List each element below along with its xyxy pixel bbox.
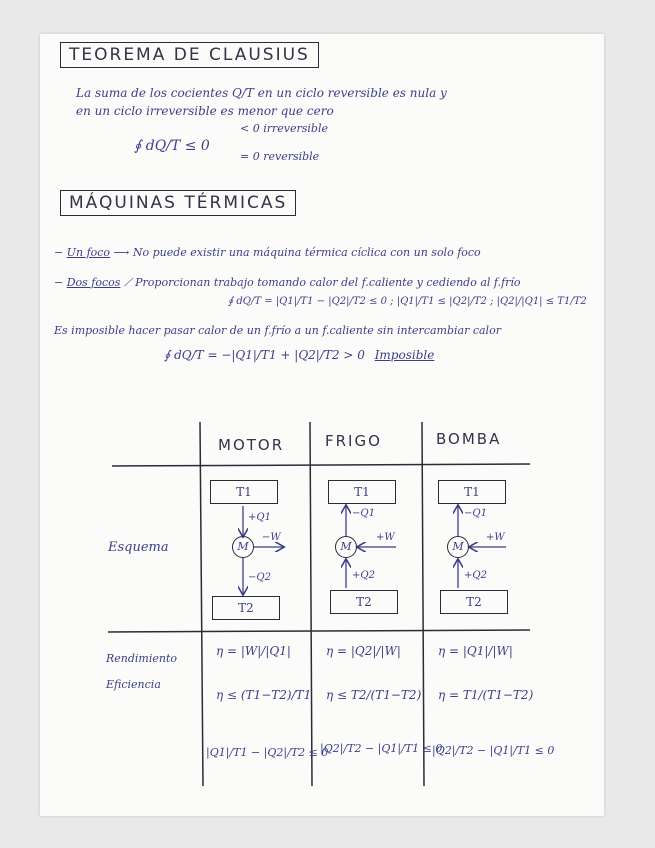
motor-w: −W — [262, 532, 281, 543]
frigo-hot-reservoir: T1 — [328, 480, 396, 504]
un-foco-row: − Un foco ⟶ No puede existir una máquina térmica cíclica con un solo foco — [54, 246, 481, 259]
dos-focos-equation: ∮ dQ/T = |Q1|/T1 − |Q2|/T2 ≤ 0 ; |Q1|/T1 ≤ |Q2|/T2 ; |Q2|/|Q1| ≤ T1/T2 — [228, 296, 587, 307]
clausius-integral: ∮ dQ/T ≤ 0 — [134, 138, 210, 154]
dos-focos-label: Dos focos — [66, 276, 121, 289]
header-frigo: FRIGO — [325, 432, 382, 450]
motor-hot-reservoir: T1 — [210, 480, 278, 504]
frigo-clausius: |Q2|/T2 − |Q1|/T1 ≤ 0 — [320, 742, 443, 755]
bomba-w: +W — [486, 532, 505, 543]
row-label-esquema: Esquema — [108, 540, 169, 555]
bomba-hot-reservoir: T1 — [438, 480, 506, 504]
row-label-rendimiento: Rendimiento — [106, 652, 178, 665]
motor-cold-reservoir: T2 — [212, 596, 280, 620]
section-title-clausius: TEOREMA DE CLAUSIUS — [60, 42, 319, 68]
frigo-q2: +Q2 — [352, 570, 375, 581]
frigo-cold-reservoir: T2 — [330, 590, 398, 614]
bomba-machine-icon: M — [447, 536, 469, 558]
motor-q2: −Q2 — [248, 572, 271, 583]
motor-q1: +Q1 — [248, 512, 271, 523]
imposible-equation: ∮ dQ/T = −|Q1|/T1 + |Q2|/T2 > 0 — [164, 348, 365, 362]
frigo-machine-icon: M — [335, 536, 357, 558]
motor-clausius: |Q1|/T1 − |Q2|/T2 ≤ 0 — [206, 746, 329, 759]
section-title-maquinas: MÁQUINAS TÉRMICAS — [60, 190, 296, 216]
motor-machine-icon: M — [232, 536, 254, 558]
row-label-eficiencia: Eficiencia — [106, 678, 161, 691]
header-motor: MOTOR — [218, 436, 285, 454]
bomba-rendimiento: η = |Q1|/|W| — [438, 644, 513, 658]
dos-focos-text: Proporcionan trabajo tomando calor del f.caliente y cediendo al f.frío — [135, 276, 521, 289]
bomba-q1: −Q1 — [464, 508, 487, 519]
un-foco-label: Un foco — [66, 246, 111, 259]
motor-rendimiento: η = |W|/|Q1| — [216, 644, 291, 658]
case-reversible: = 0 reversible — [240, 150, 320, 163]
un-foco-text: No puede existir una máquina térmica cíclica con un solo foco — [132, 246, 481, 259]
clausius-line-1: La suma de los cocientes Q/T en un ciclo reversible es nula y — [76, 86, 447, 100]
frigo-q1: −Q1 — [352, 508, 375, 519]
notebook-page — [40, 34, 604, 816]
frigo-eficiencia: η ≤ T2/(T1−T2) — [326, 688, 422, 702]
bomba-q2: +Q2 — [464, 570, 487, 581]
clausius-line-2: en un ciclo irreversible es menor que cero — [76, 104, 334, 118]
bomba-cold-reservoir: T2 — [440, 590, 508, 614]
frigo-rendimiento: η = |Q2|/|W| — [326, 644, 401, 658]
imposible-word: Imposible — [374, 348, 435, 362]
dos-focos-row: − Dos focos ⟋ Proporcionan trabajo tomando calor del f.caliente y cediendo al f.frío — [54, 276, 521, 289]
imposible-text: Es imposible hacer pasar calor de un f.frío a un f.caliente sin intercambiar calor — [54, 324, 501, 337]
bomba-clausius: |Q2|/T2 − |Q1|/T1 ≤ 0 — [432, 744, 555, 757]
frigo-w: +W — [376, 532, 395, 543]
header-bomba: BOMBA — [436, 430, 502, 448]
bomba-eficiencia: η = T1/(T1−T2) — [438, 688, 534, 702]
case-irreversible: < 0 irreversible — [240, 122, 328, 135]
motor-eficiencia: η ≤ (T1−T2)/T1 — [216, 688, 312, 702]
